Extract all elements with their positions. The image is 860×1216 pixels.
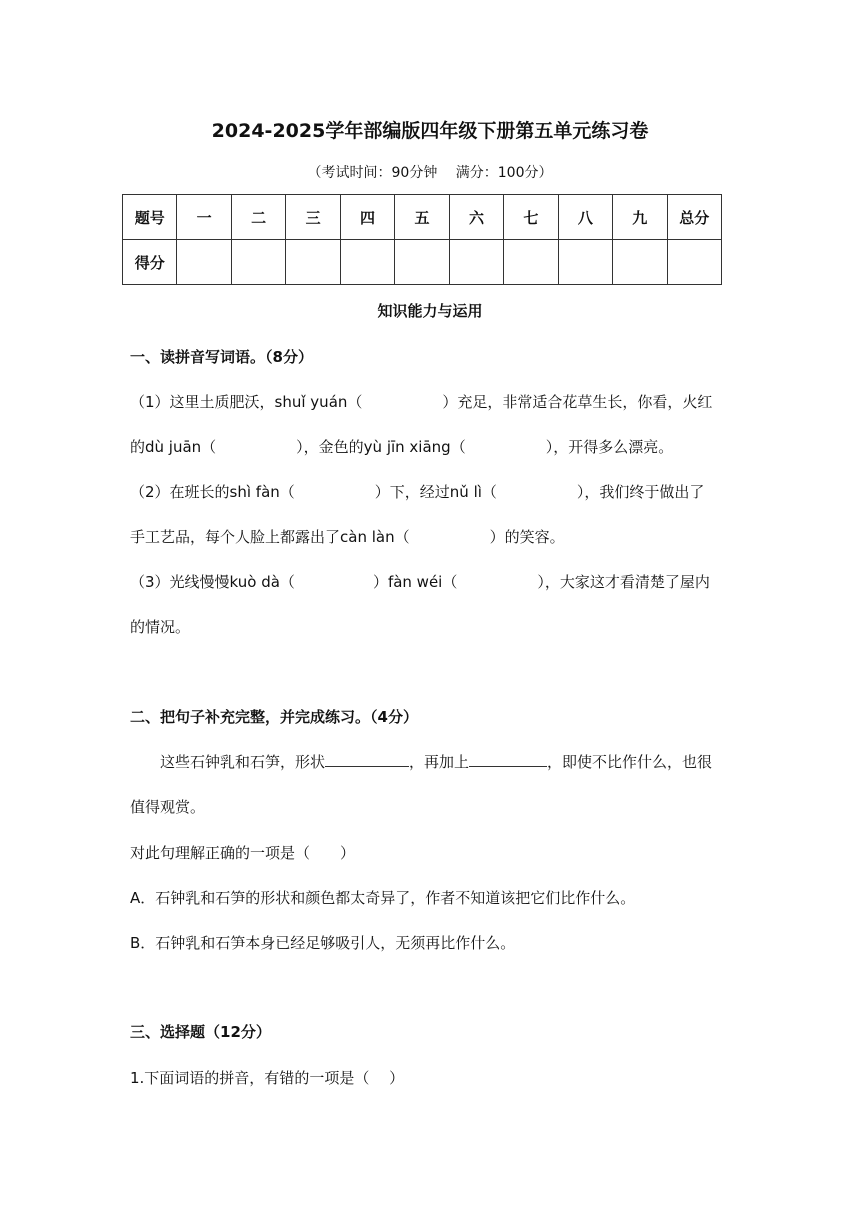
q1-text: ）fàn wéi（ <box>372 573 458 591</box>
q2-option-a[interactable]: A．石钟乳和石笋的形状和颜色都太奇异了，作者不知道该把它们比作什么。 <box>130 889 636 907</box>
score-header-cell: 一 <box>177 195 231 240</box>
q1-text: （2）在班长的shì fàn（ <box>130 483 295 501</box>
q1-line-1 <box>130 391 712 412</box>
q1-heading: 一、读拼音写词语。（8分） <box>130 348 313 366</box>
q1-text: ），开得多么漂亮。 <box>545 438 674 456</box>
score-header-cell: 五 <box>395 195 449 240</box>
score-cell[interactable] <box>667 240 721 285</box>
score-header-cell: 六 <box>449 195 503 240</box>
score-cell[interactable] <box>613 240 667 285</box>
q1-text: 手工艺品，每个人脸上都露出了càn làn（ <box>130 528 410 546</box>
q2-text: ，再加上 <box>409 753 470 771</box>
q1-text: （3）光线慢慢kuò dà（ <box>130 573 295 591</box>
q2-question: 对此句理解正确的一项是（ ） <box>130 844 356 862</box>
score-table-score-row <box>123 240 722 285</box>
score-header-cell: 九 <box>613 195 667 240</box>
q1-text: （1）这里土质肥沃，shuǐ yuán（ <box>130 393 363 411</box>
q1-text: ）充足，非常适合花草生长，你看，火红 <box>442 393 713 411</box>
score-header-cell: 总分 <box>667 195 721 240</box>
q1-text: ），大家这才看清楚了屋内 <box>537 573 710 591</box>
score-cell[interactable] <box>340 240 394 285</box>
q1-line-2 <box>130 436 673 457</box>
score-table-header-row <box>123 195 722 240</box>
q1-line-6: 的情况。 <box>130 618 191 636</box>
q3-heading: 三、选择题（12分） <box>130 1023 271 1041</box>
score-table <box>122 194 722 285</box>
score-header-cell: 四 <box>340 195 394 240</box>
q2-sentence-line-1 <box>160 751 712 772</box>
section-title: 知识能力与运用 <box>377 302 483 320</box>
score-header-cell: 七 <box>504 195 558 240</box>
q1-text: ）下，经过nǔ lì（ <box>374 483 497 501</box>
score-header-cell: 三 <box>286 195 340 240</box>
fill-in-underline[interactable] <box>469 752 547 767</box>
q1-line-5 <box>130 571 710 592</box>
q1-text: ），金色的yù jīn xiāng（ <box>296 438 466 456</box>
score-header-cell: 题号 <box>123 195 177 240</box>
q1-line-4 <box>130 526 565 547</box>
score-cell[interactable] <box>449 240 503 285</box>
q2-option-b[interactable]: B．石钟乳和石笋本身已经足够吸引人，无须再比作什么。 <box>130 934 516 952</box>
page-title: 2024-2025学年部编版四年级下册第五单元练习卷 <box>211 120 649 142</box>
q3-item-1: 1.下面词语的拼音，有错的一项是（ ） <box>130 1069 405 1087</box>
q1-line-3 <box>130 481 704 502</box>
q1-text: ）的笑容。 <box>489 528 565 546</box>
q2-heading: 二、把句子补充完整，并完成练习。（4分） <box>130 708 418 726</box>
score-row-label: 得分 <box>123 240 177 285</box>
score-header-cell: 八 <box>558 195 612 240</box>
score-cell[interactable] <box>504 240 558 285</box>
score-cell[interactable] <box>286 240 340 285</box>
exam-info: （考试时间：90分钟 满分：100分） <box>307 165 553 181</box>
fill-in-underline[interactable] <box>325 752 409 767</box>
q2-text: ，即使不比作什么，也很 <box>547 753 713 771</box>
score-cell[interactable] <box>395 240 449 285</box>
score-cell[interactable] <box>231 240 285 285</box>
score-cell[interactable] <box>558 240 612 285</box>
q1-text: ），我们终于做出了 <box>576 483 705 501</box>
score-cell[interactable] <box>177 240 231 285</box>
q2-sentence-line-2: 值得观赏。 <box>130 798 206 816</box>
score-header-cell: 二 <box>231 195 285 240</box>
q1-text: 的dù juān（ <box>130 438 217 456</box>
q2-text: 这些石钟乳和石笋，形状 <box>160 753 326 771</box>
